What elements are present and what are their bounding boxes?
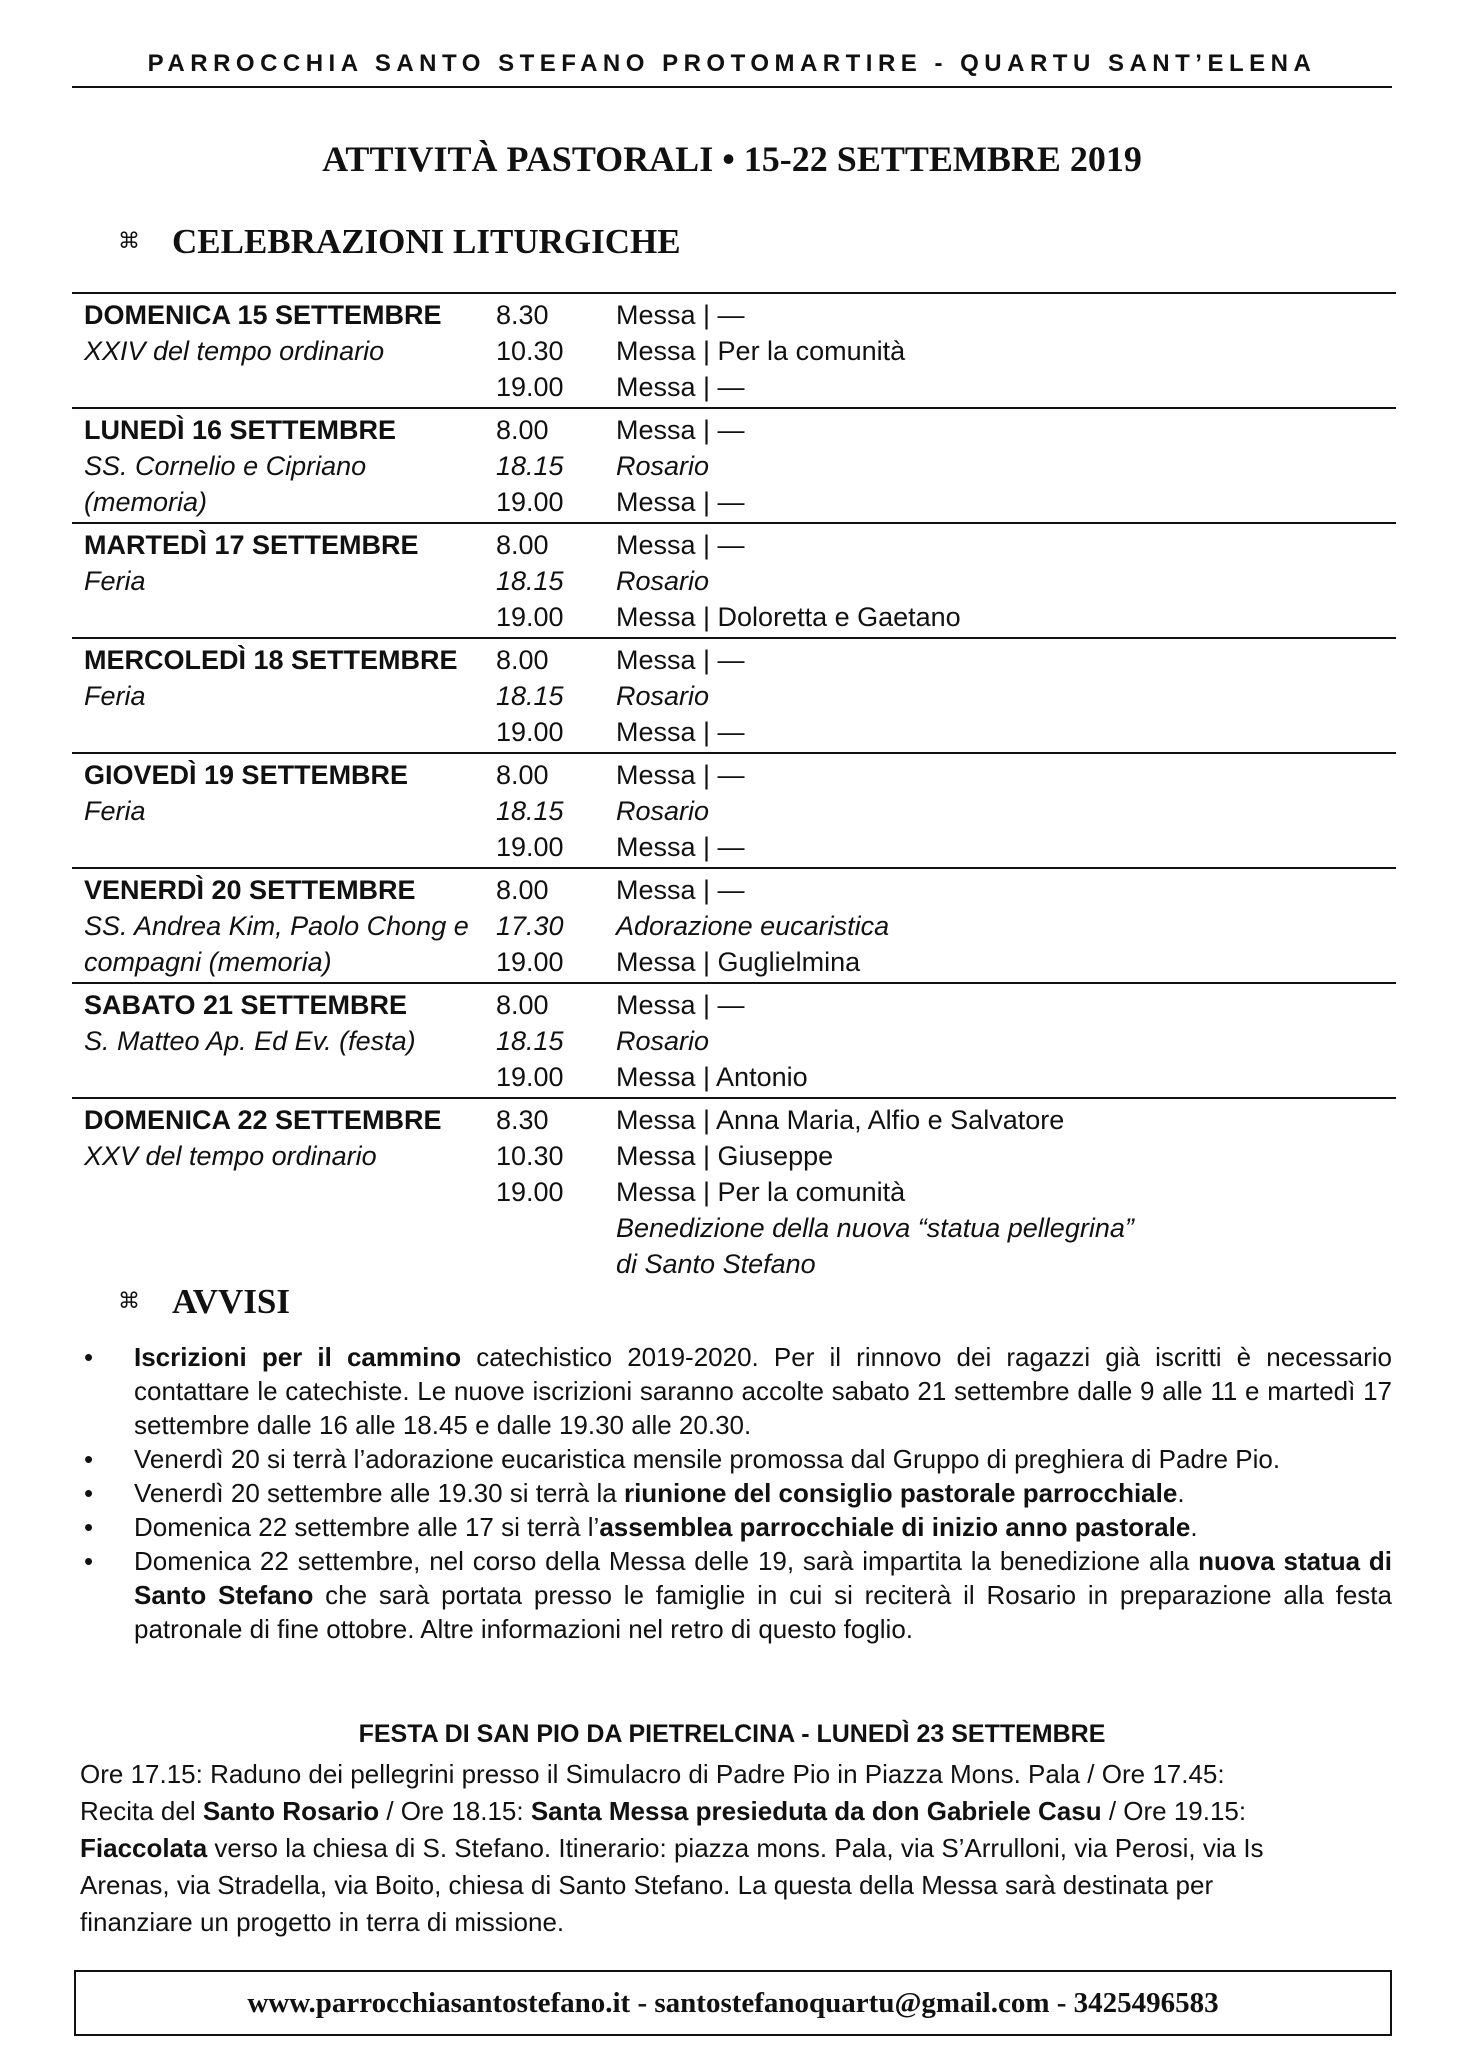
day-name: MERCOLEDÌ 18 SETTEMBRE	[84, 645, 458, 675]
festa-text: verso la chiesa di S. Stefano. Itinerario: piazza mons. Pala, via S’Arrulloni, via Perosi, via Is	[207, 1833, 1264, 1863]
schedule-row	[72, 757, 1396, 793]
celebration-activity: Messa | —	[616, 300, 745, 330]
schedule-day	[72, 1097, 1396, 1282]
celebration-activity: Messa | —	[616, 415, 745, 445]
celebration-time: 19.00	[496, 1177, 564, 1207]
celebration-time: 19.00	[496, 602, 564, 632]
schedule-row	[72, 369, 1396, 405]
day-note	[72, 599, 496, 635]
festa-line	[80, 1867, 1370, 1904]
celebration-activity: Messa | —	[616, 487, 745, 517]
celebration-time: 18.15	[496, 796, 564, 826]
celebration-time: 18.15	[496, 566, 564, 596]
schedule-row	[72, 412, 1396, 448]
day-note: (memoria)	[84, 487, 208, 517]
festa-highlight: Santa Messa presieduta da don Gabriele Casu	[530, 1796, 1102, 1826]
celebration-activity: Messa | —	[616, 875, 745, 905]
celebration-activity: Messa | —	[616, 645, 745, 675]
notices-section-header	[118, 1282, 290, 1322]
schedule-day	[72, 522, 1396, 637]
schedule-row	[72, 1138, 1396, 1174]
celebration-activity: Messa | Guglielmina	[616, 947, 861, 977]
schedule-row	[72, 448, 1396, 484]
day-name: SABATO 21 SETTEMBRE	[84, 990, 408, 1020]
notice-item	[72, 1442, 1392, 1476]
schedule-row	[72, 678, 1396, 714]
festa-highlight: Santo Rosario	[202, 1796, 380, 1826]
celebration-activity: Rosario	[616, 681, 710, 711]
page-title: ATTIVITÀ PASTORALI • 15-22 SETTEMBRE 2019	[322, 139, 1142, 179]
celebration-time: 8.00	[496, 645, 549, 675]
day-note: XXIV del tempo ordinario	[84, 336, 385, 366]
schedule-day	[72, 407, 1396, 522]
celebration-time: 19.00	[496, 1062, 564, 1092]
schedule-row	[72, 484, 1396, 520]
day-note	[72, 1210, 496, 1246]
celebration-activity: Messa | —	[616, 990, 745, 1020]
notice-item	[72, 1544, 1392, 1646]
notice-item	[72, 1340, 1392, 1442]
festa-text: / Ore 19.15:	[1101, 1796, 1247, 1826]
notice-text: Domenica 22 settembre, nel corso della Messa delle 19, sarà impartita la benedizione alla	[134, 1546, 1199, 1576]
day-note	[72, 829, 496, 865]
schedule-row	[72, 1102, 1396, 1138]
schedule-row	[72, 987, 1396, 1023]
festa-line	[80, 1756, 1370, 1793]
celebration-activity: Messa | Giuseppe	[616, 1141, 834, 1171]
day-note: SS. Cornelio e Cipriano	[84, 451, 367, 481]
festa-line	[80, 1830, 1370, 1867]
celebration-activity: Messa | Per la comunità	[616, 1177, 906, 1207]
schedule-day	[72, 292, 1396, 407]
day-note: SS. Andrea Kim, Paolo Chong e	[84, 911, 469, 941]
notice-highlight: nuova statua di Santo Stefano	[134, 1546, 1392, 1610]
celebration-time: 18.15	[496, 1026, 564, 1056]
notices-list	[72, 1340, 1392, 1646]
day-note: S. Matteo Ap. Ed Ev. (festa)	[84, 1026, 416, 1056]
day-note	[72, 714, 496, 750]
bullet-icon: •	[84, 1512, 94, 1542]
schedule-row	[72, 1174, 1396, 1210]
schedule-row	[72, 872, 1396, 908]
celebration-time: 19.00	[496, 832, 564, 862]
schedule-row	[72, 1059, 1396, 1095]
festa-text: / Ore 18.15:	[379, 1796, 531, 1826]
celebration-activity: Messa | —	[616, 760, 745, 790]
bullet-icon: •	[84, 1342, 94, 1372]
schedule-row	[72, 714, 1396, 750]
day-note	[72, 1174, 496, 1210]
celebration-time: 17.30	[496, 911, 564, 941]
schedule-row	[72, 297, 1396, 333]
celebration-time: 19.00	[496, 372, 564, 402]
day-note: XXV del tempo ordinario	[84, 1141, 377, 1171]
day-name: LUNEDÌ 16 SETTEMBRE	[84, 415, 397, 445]
celebration-time: 8.30	[496, 1105, 549, 1135]
celebration-activity: Messa | Doloretta e Gaetano	[616, 602, 961, 632]
notice-highlight: Iscrizioni per il cammino	[134, 1342, 462, 1372]
schedule-row	[72, 642, 1396, 678]
festa-text: Arenas, via Stradella, via Boito, chiesa di Santo Stefano. La questa della Messa sarà destinata per	[80, 1870, 1214, 1900]
schedule-row	[72, 333, 1396, 369]
notice-text: Venerdì 20 settembre alle 19.30 si terrà la	[134, 1478, 624, 1508]
festa-text: finanziare un progetto in terra di missione.	[80, 1907, 565, 1937]
notice-text: Domenica 22 settembre alle 17 si terrà l’	[134, 1512, 600, 1542]
festa-line	[80, 1904, 1370, 1941]
celebration-activity: Benedizione della nuova “statua pellegrina”	[616, 1213, 1134, 1243]
festa-body	[80, 1756, 1370, 1941]
day-note	[72, 1059, 496, 1095]
notice-text: Venerdì 20 si terrà l’adorazione eucaristica mensile promossa dal Gruppo di preghiera di Padre Pio.	[134, 1444, 1281, 1474]
notice-item	[72, 1510, 1392, 1544]
notice-text: .	[1177, 1478, 1185, 1508]
celebration-time: 19.00	[496, 487, 564, 517]
celebration-time	[496, 1246, 616, 1282]
notice-text: .	[1190, 1512, 1198, 1542]
festa-text: Ore 17.15: Raduno dei pellegrini presso il Simulacro di Padre Pio in Piazza Mons. Pala / Ore 17.45:	[80, 1759, 1225, 1789]
bullet-icon: •	[84, 1444, 94, 1474]
festa-highlight: Fiaccolata	[80, 1833, 208, 1863]
day-note	[72, 1246, 496, 1282]
celebration-activity: Messa | —	[616, 530, 745, 560]
celebration-time: 8.00	[496, 990, 549, 1020]
celebration-activity: Rosario	[616, 796, 710, 826]
day-name: DOMENICA 15 SETTEMBRE	[84, 300, 442, 330]
celebration-activity: Messa | —	[616, 372, 745, 402]
day-note: Feria	[84, 681, 146, 711]
celebration-time: 10.30	[496, 336, 564, 366]
celebration-time: 8.00	[496, 530, 549, 560]
parish-header: PARROCCHIA SANTO STEFANO PROTOMARTIRE - QUARTU SANT’ELENA	[147, 50, 1317, 77]
celebration-time: 10.30	[496, 1141, 564, 1171]
schedule-row	[72, 527, 1396, 563]
schedule-row	[72, 599, 1396, 635]
celebration-time: 19.00	[496, 947, 564, 977]
schedule-day	[72, 982, 1396, 1097]
celebration-time: 8.00	[496, 415, 549, 445]
notice-text: che sarà portata presso le famiglie in cui si reciterà il Rosario in preparazione alla festa patronale di fine ottobre. Altre informazioni nel retro di questo foglio.	[134, 1580, 1392, 1644]
schedule-row	[72, 1246, 1396, 1282]
celebration-time: 8.00	[496, 875, 549, 905]
celebration-time: 19.00	[496, 717, 564, 747]
celebration-activity: Messa | Anna Maria, Alfio e Salvatore	[616, 1105, 1065, 1135]
liturgy-schedule	[72, 292, 1396, 1282]
festa-text: Recita del	[80, 1796, 203, 1826]
celebration-activity: Messa | —	[616, 717, 745, 747]
liturgy-heading: CELEBRAZIONI LITURGICHE	[172, 222, 681, 261]
notice-item	[72, 1476, 1392, 1510]
celebration-activity: Rosario	[616, 1026, 710, 1056]
day-note	[72, 369, 496, 405]
schedule-row	[72, 908, 1396, 944]
day-name: VENERDÌ 20 SETTEMBRE	[84, 875, 416, 905]
celebration-time	[496, 1210, 616, 1246]
day-note: Feria	[84, 796, 146, 826]
cross-icon: ⌘	[118, 1289, 140, 1314]
celebration-time: 8.30	[496, 300, 549, 330]
schedule-row	[72, 793, 1396, 829]
notice-highlight: riunione del consiglio pastorale parrocchiale	[623, 1478, 1178, 1508]
celebration-activity: Adorazione eucaristica	[616, 911, 890, 941]
celebration-activity: Messa | Antonio	[616, 1062, 808, 1092]
header-divider	[72, 86, 1392, 88]
schedule-row	[72, 829, 1396, 865]
schedule-row	[72, 1210, 1396, 1246]
schedule-day	[72, 637, 1396, 752]
day-name: DOMENICA 22 SETTEMBRE	[84, 1105, 442, 1135]
bullet-icon: •	[84, 1546, 94, 1576]
schedule-row	[72, 944, 1396, 980]
schedule-day	[72, 752, 1396, 867]
day-name: MARTEDÌ 17 SETTEMBRE	[84, 530, 419, 560]
celebration-activity: Messa | Per la comunità	[616, 336, 906, 366]
cross-icon: ⌘	[118, 229, 140, 254]
festa-line	[80, 1793, 1370, 1830]
notice-highlight: assemblea parrocchiale di inizio anno pastorale	[599, 1512, 1191, 1542]
celebration-activity: Rosario	[616, 451, 710, 481]
schedule-day	[72, 867, 1396, 982]
liturgy-section-header	[118, 222, 681, 262]
day-note: Feria	[84, 566, 146, 596]
day-note: compagni (memoria)	[84, 947, 332, 977]
day-name: GIOVEDÌ 19 SETTEMBRE	[84, 760, 409, 790]
schedule-row	[72, 1023, 1396, 1059]
notices-heading: AVVISI	[172, 1282, 291, 1321]
bullet-icon: •	[84, 1478, 94, 1508]
celebration-time: 8.00	[496, 760, 549, 790]
celebration-activity: Messa | —	[616, 832, 745, 862]
celebration-activity: di Santo Stefano	[616, 1249, 816, 1279]
festa-title: FESTA DI SAN PIO DA PIETRELCINA - LUNEDÌ 23 SETTEMBRE	[358, 1720, 1106, 1748]
celebration-activity: Rosario	[616, 566, 710, 596]
celebration-time: 18.15	[496, 451, 564, 481]
celebration-time: 18.15	[496, 681, 564, 711]
notice-text: catechistico 2019-2020. Per il rinnovo dei ragazzi già iscritti è necessario contattare le catechiste. Le nuove iscrizioni saranno accolte sabato 21 settembre dalle 9 alle 11 e martedì 17 settembre dalle 16 alle 18.45 e dalle 19.30 alle 20.30.	[134, 1342, 1393, 1440]
schedule-row	[72, 563, 1396, 599]
footer-contacts: www.parrocchiasantostefano.it - santostefanoquartu@gmail.com - 3425496583	[74, 1970, 1392, 2036]
